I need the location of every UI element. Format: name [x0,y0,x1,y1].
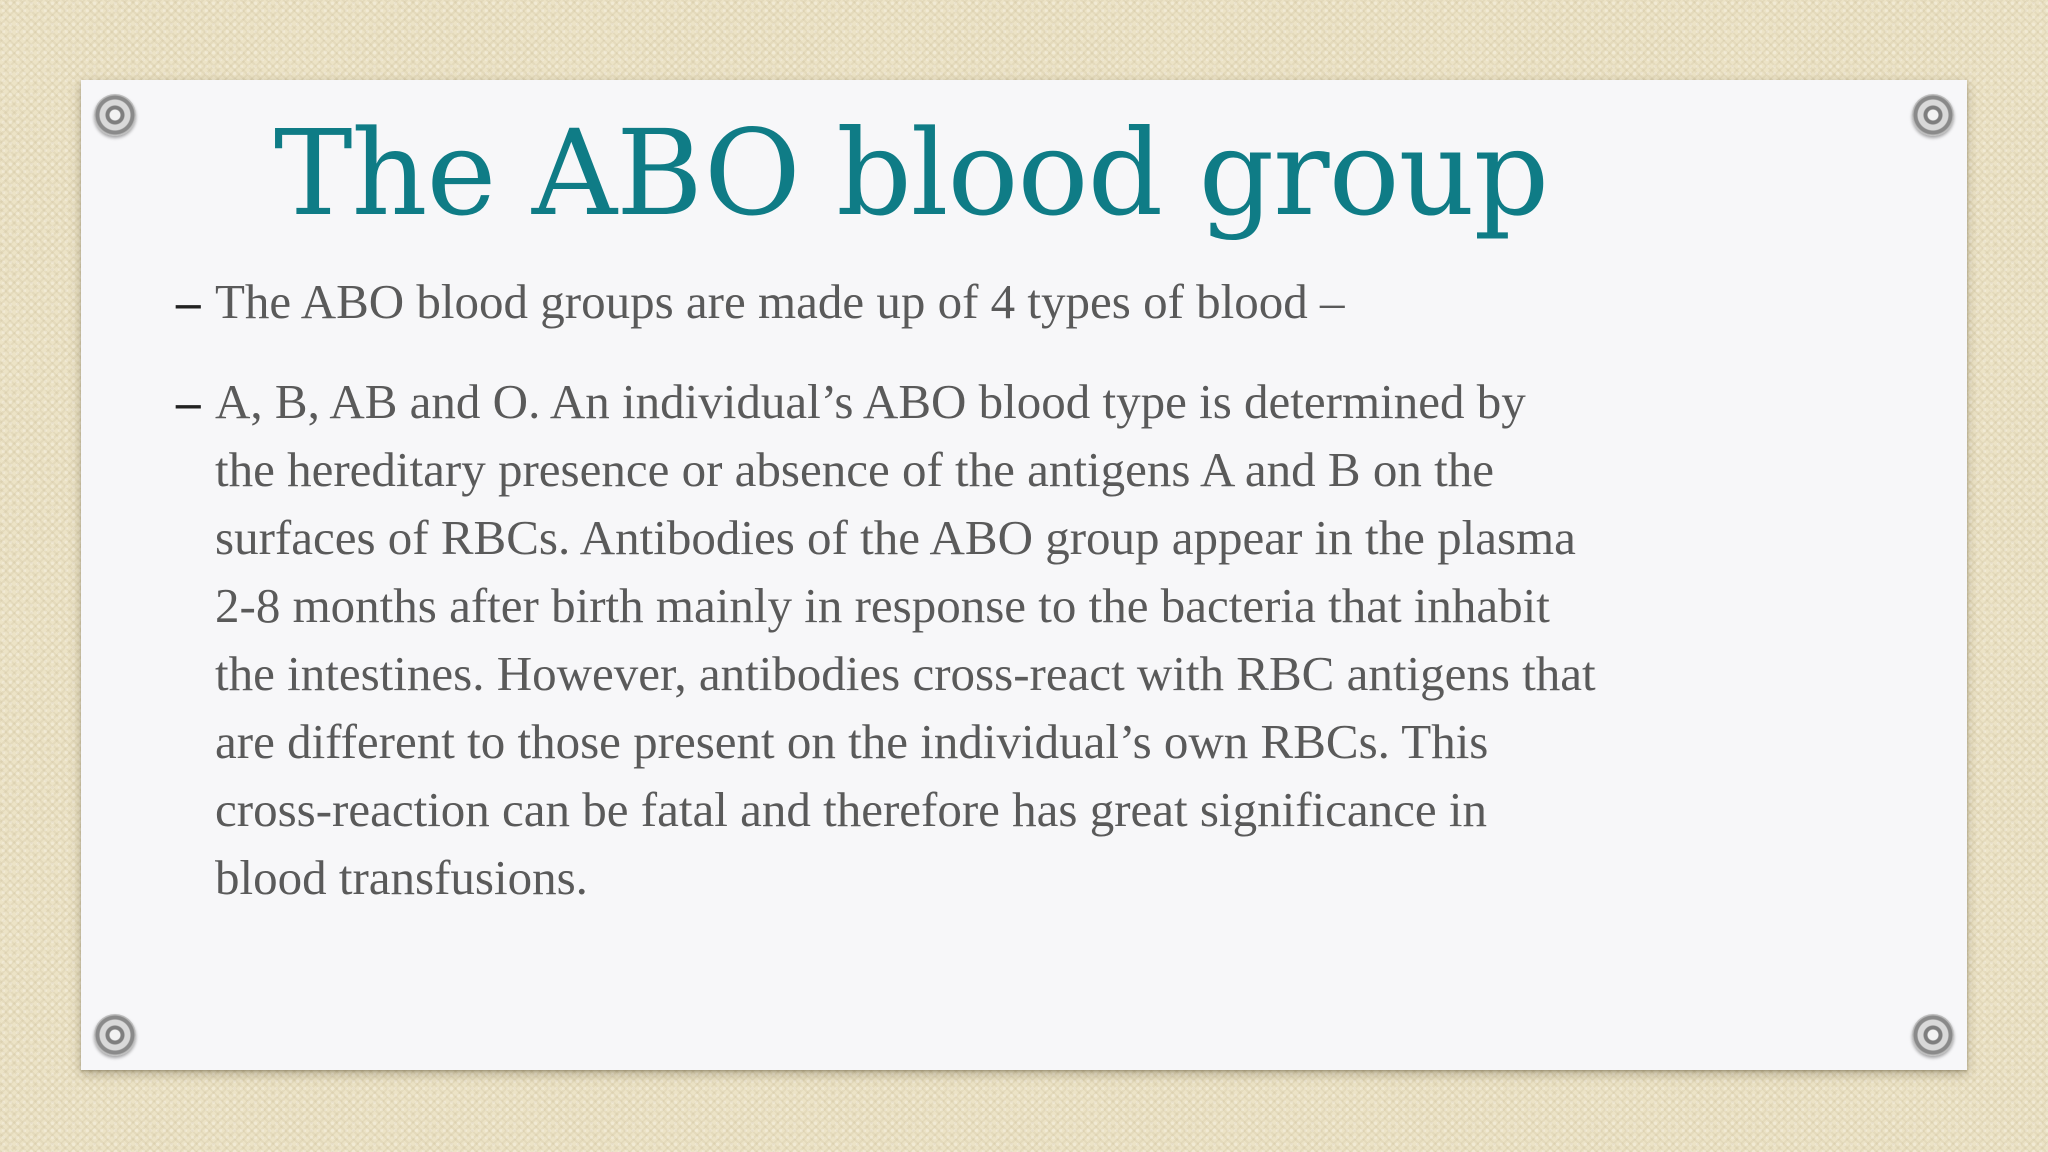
slide-title: The ABO blood group [273,104,1549,242]
bullet-item-2 [81,368,1596,912]
slide-card [81,80,1967,1070]
bullet-text: A, B, AB and O. An individual’s ABO blood type is determined by the hereditary presence or absence of the antigens A and B on the surfaces of RBCs. Antibodies of the ABO group appear in the plasma 2-8 months after birth mainly in response to the bacteria that inhabit the intestines. However, antibodies cross-react with RBC antigens that are different to those present on the individual’s own RBCs. This cross-reaction can be fatal and therefore has great significance in blood transfusions. [215,374,1596,905]
grommet-bottom-right-icon [1912,1014,1954,1056]
bullet-dash-icon: – [176,274,201,329]
grommet-bottom-left-icon [94,1014,136,1056]
grommet-top-left-icon [94,94,136,136]
bullet-dash-icon: – [176,374,201,429]
bullet-text: The ABO blood groups are made up of 4 types of blood – [215,274,1345,329]
grommet-top-right-icon [1912,94,1954,136]
bullet-item-1 [81,268,1596,336]
bullet-list [176,268,1596,912]
